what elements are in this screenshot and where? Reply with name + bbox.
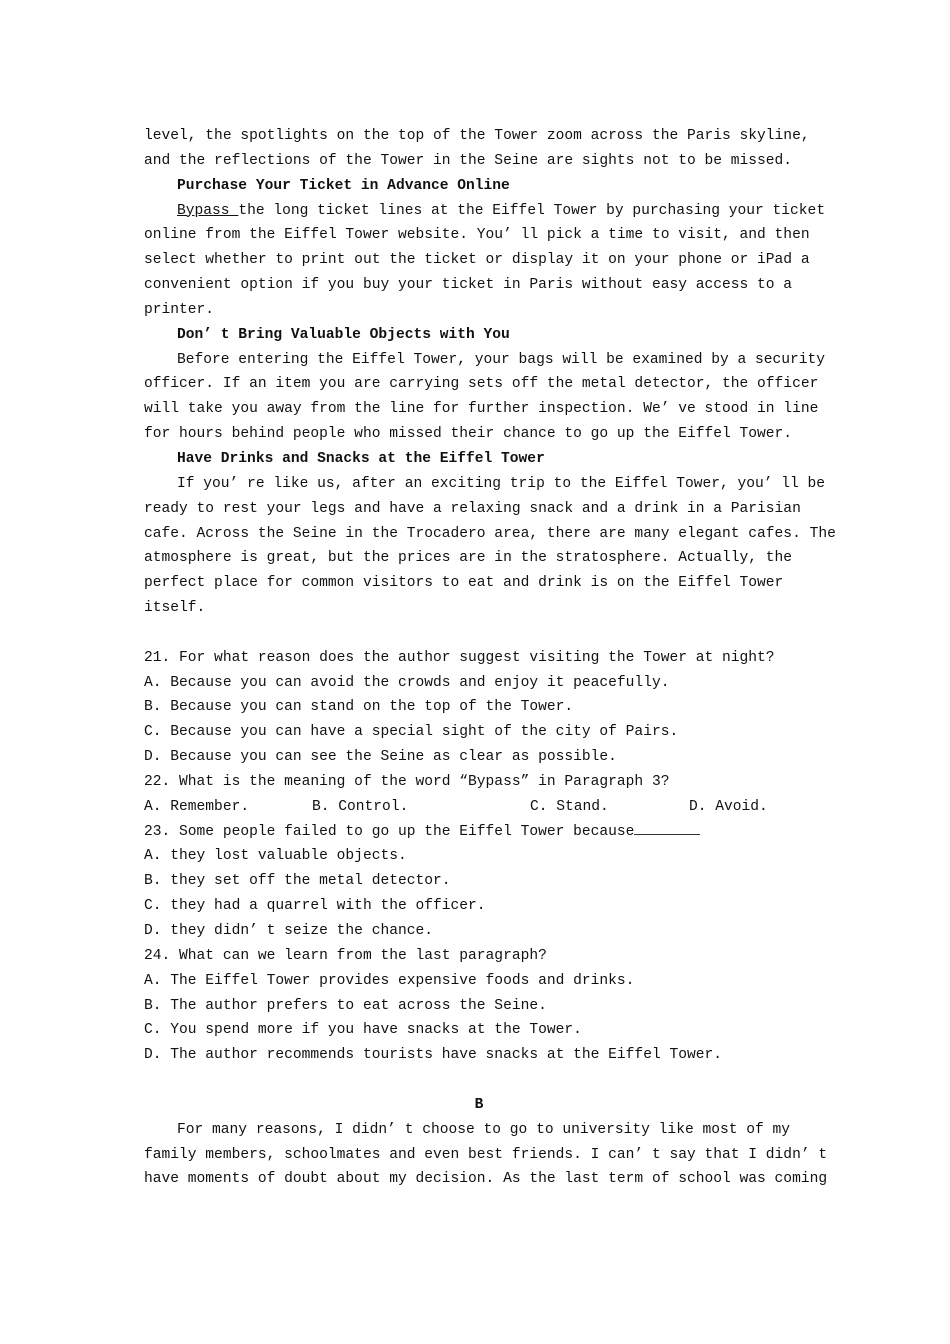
question-23-option-c: C. they had a quarrel with the officer. xyxy=(144,898,486,915)
underlined-word-bypass: Bypass xyxy=(177,202,239,219)
question-21-option-b: B. Because you can stand on the top of the Tower. xyxy=(144,699,574,716)
question-21-stem: 21. For what reason does the author suggest visiting the Tower at night? xyxy=(144,649,775,666)
paragraph-line: officer. If an item you are carrying sets off the metal detector, the officer xyxy=(144,376,819,393)
question-24-option-a: A. The Eiffel Tower provides expensive foods and drinks. xyxy=(144,972,635,989)
paragraph-line: perfect place for common visitors to eat and drink is on the Eiffel Tower xyxy=(144,575,784,592)
section-heading-ticket: Purchase Your Ticket in Advance Online xyxy=(177,177,510,194)
spacer xyxy=(144,621,814,646)
paragraph-line: For many reasons, I didn’ t choose to go to university like most of my xyxy=(177,1121,791,1138)
paragraph-line: printer. xyxy=(144,301,215,318)
paragraph-line: level, the spotlights on the top of the Tower zoom across the Paris skyline, xyxy=(144,128,810,144)
paragraph-line: Before entering the Eiffel Tower, your bags will be examined by a security xyxy=(177,351,826,368)
question-22-option-d: D. Avoid. xyxy=(689,798,768,815)
question-22-option-b: B. Control. xyxy=(312,798,409,815)
question-23-stem: 23. Some people failed to go up the Eiffel Tower because xyxy=(144,823,635,840)
paragraph-line: online from the Eiffel Tower website. You’ ll pick a time to visit, and then xyxy=(144,227,810,244)
question-22-stem: 22. What is the meaning of the word “Bypass” in Paragraph 3? xyxy=(144,773,670,790)
paragraph-text: the long ticket lines at the Eiffel Tower by purchasing your ticket xyxy=(238,202,826,219)
question-23-option-b: B. they set off the metal detector. xyxy=(144,873,451,890)
paragraph-line: If you’ re like us, after an exciting trip to the Eiffel Tower, you’ ll be xyxy=(177,475,826,492)
question-24-option-d: D. The author recommends tourists have snacks at the Eiffel Tower. xyxy=(144,1047,723,1064)
spacer xyxy=(144,1068,814,1093)
passage-b-title: B xyxy=(474,1096,484,1113)
question-24-stem: 24. What can we learn from the last paragraph? xyxy=(144,947,547,964)
paragraph-line: atmosphere is great, but the prices are in the stratosphere. Actually, the xyxy=(144,550,793,567)
question-24-option-b: B. The author prefers to eat across the Seine. xyxy=(144,997,547,1014)
paragraph-line: select whether to print out the ticket or display it on your phone or iPad a xyxy=(144,252,810,269)
section-heading-snacks: Have Drinks and Snacks at the Eiffel Tower xyxy=(177,450,545,467)
question-22-option-a: A. Remember. xyxy=(144,798,250,815)
question-21-option-a: A. Because you can avoid the crowds and enjoy it peacefully. xyxy=(144,674,670,691)
paragraph-line: have moments of doubt about my decision. As the last term of school was coming xyxy=(144,1171,828,1188)
paragraph-line xyxy=(144,199,826,224)
question-22-option-c: C. Stand. xyxy=(530,798,609,815)
question-23-option-a: A. they lost valuable objects. xyxy=(144,848,407,865)
paragraph-line: for hours behind people who missed their chance to go up the Eiffel Tower. xyxy=(144,426,793,443)
paragraph-line: family members, schoolmates and even best friends. I can’ t say that I didn’ t xyxy=(144,1146,828,1163)
question-24-option-c: C. You spend more if you have snacks at the Tower. xyxy=(144,1022,582,1039)
document-page xyxy=(144,124,836,1192)
paragraph-line: convenient option if you buy your ticket in Paris without easy access to a xyxy=(144,277,793,294)
question-23-line xyxy=(144,820,814,845)
section-heading-valuables: Don’ t Bring Valuable Objects with You xyxy=(177,326,510,343)
paragraph-line: will take you away from the line for further inspection. We’ ve stood in line xyxy=(144,401,819,418)
answer-blank xyxy=(634,820,700,835)
paragraph-line: itself. xyxy=(144,600,206,617)
paragraph-line: ready to rest your legs and have a relaxing snack and a drink in a Parisian xyxy=(144,500,801,517)
question-23-option-d: D. they didn’ t seize the chance. xyxy=(144,923,434,939)
question-21-option-c: C. Because you can have a special sight of the city of Pairs. xyxy=(144,724,679,741)
question-21-option-d: D. Because you can see the Seine as clear as possible. xyxy=(144,749,617,766)
question-22-options xyxy=(144,795,814,820)
paragraph-line: and the reflections of the Tower in the Seine are sights not to be missed. xyxy=(144,152,793,169)
paragraph-line: cafe. Across the Seine in the Trocadero area, there are many elegant cafes. The xyxy=(144,525,836,542)
